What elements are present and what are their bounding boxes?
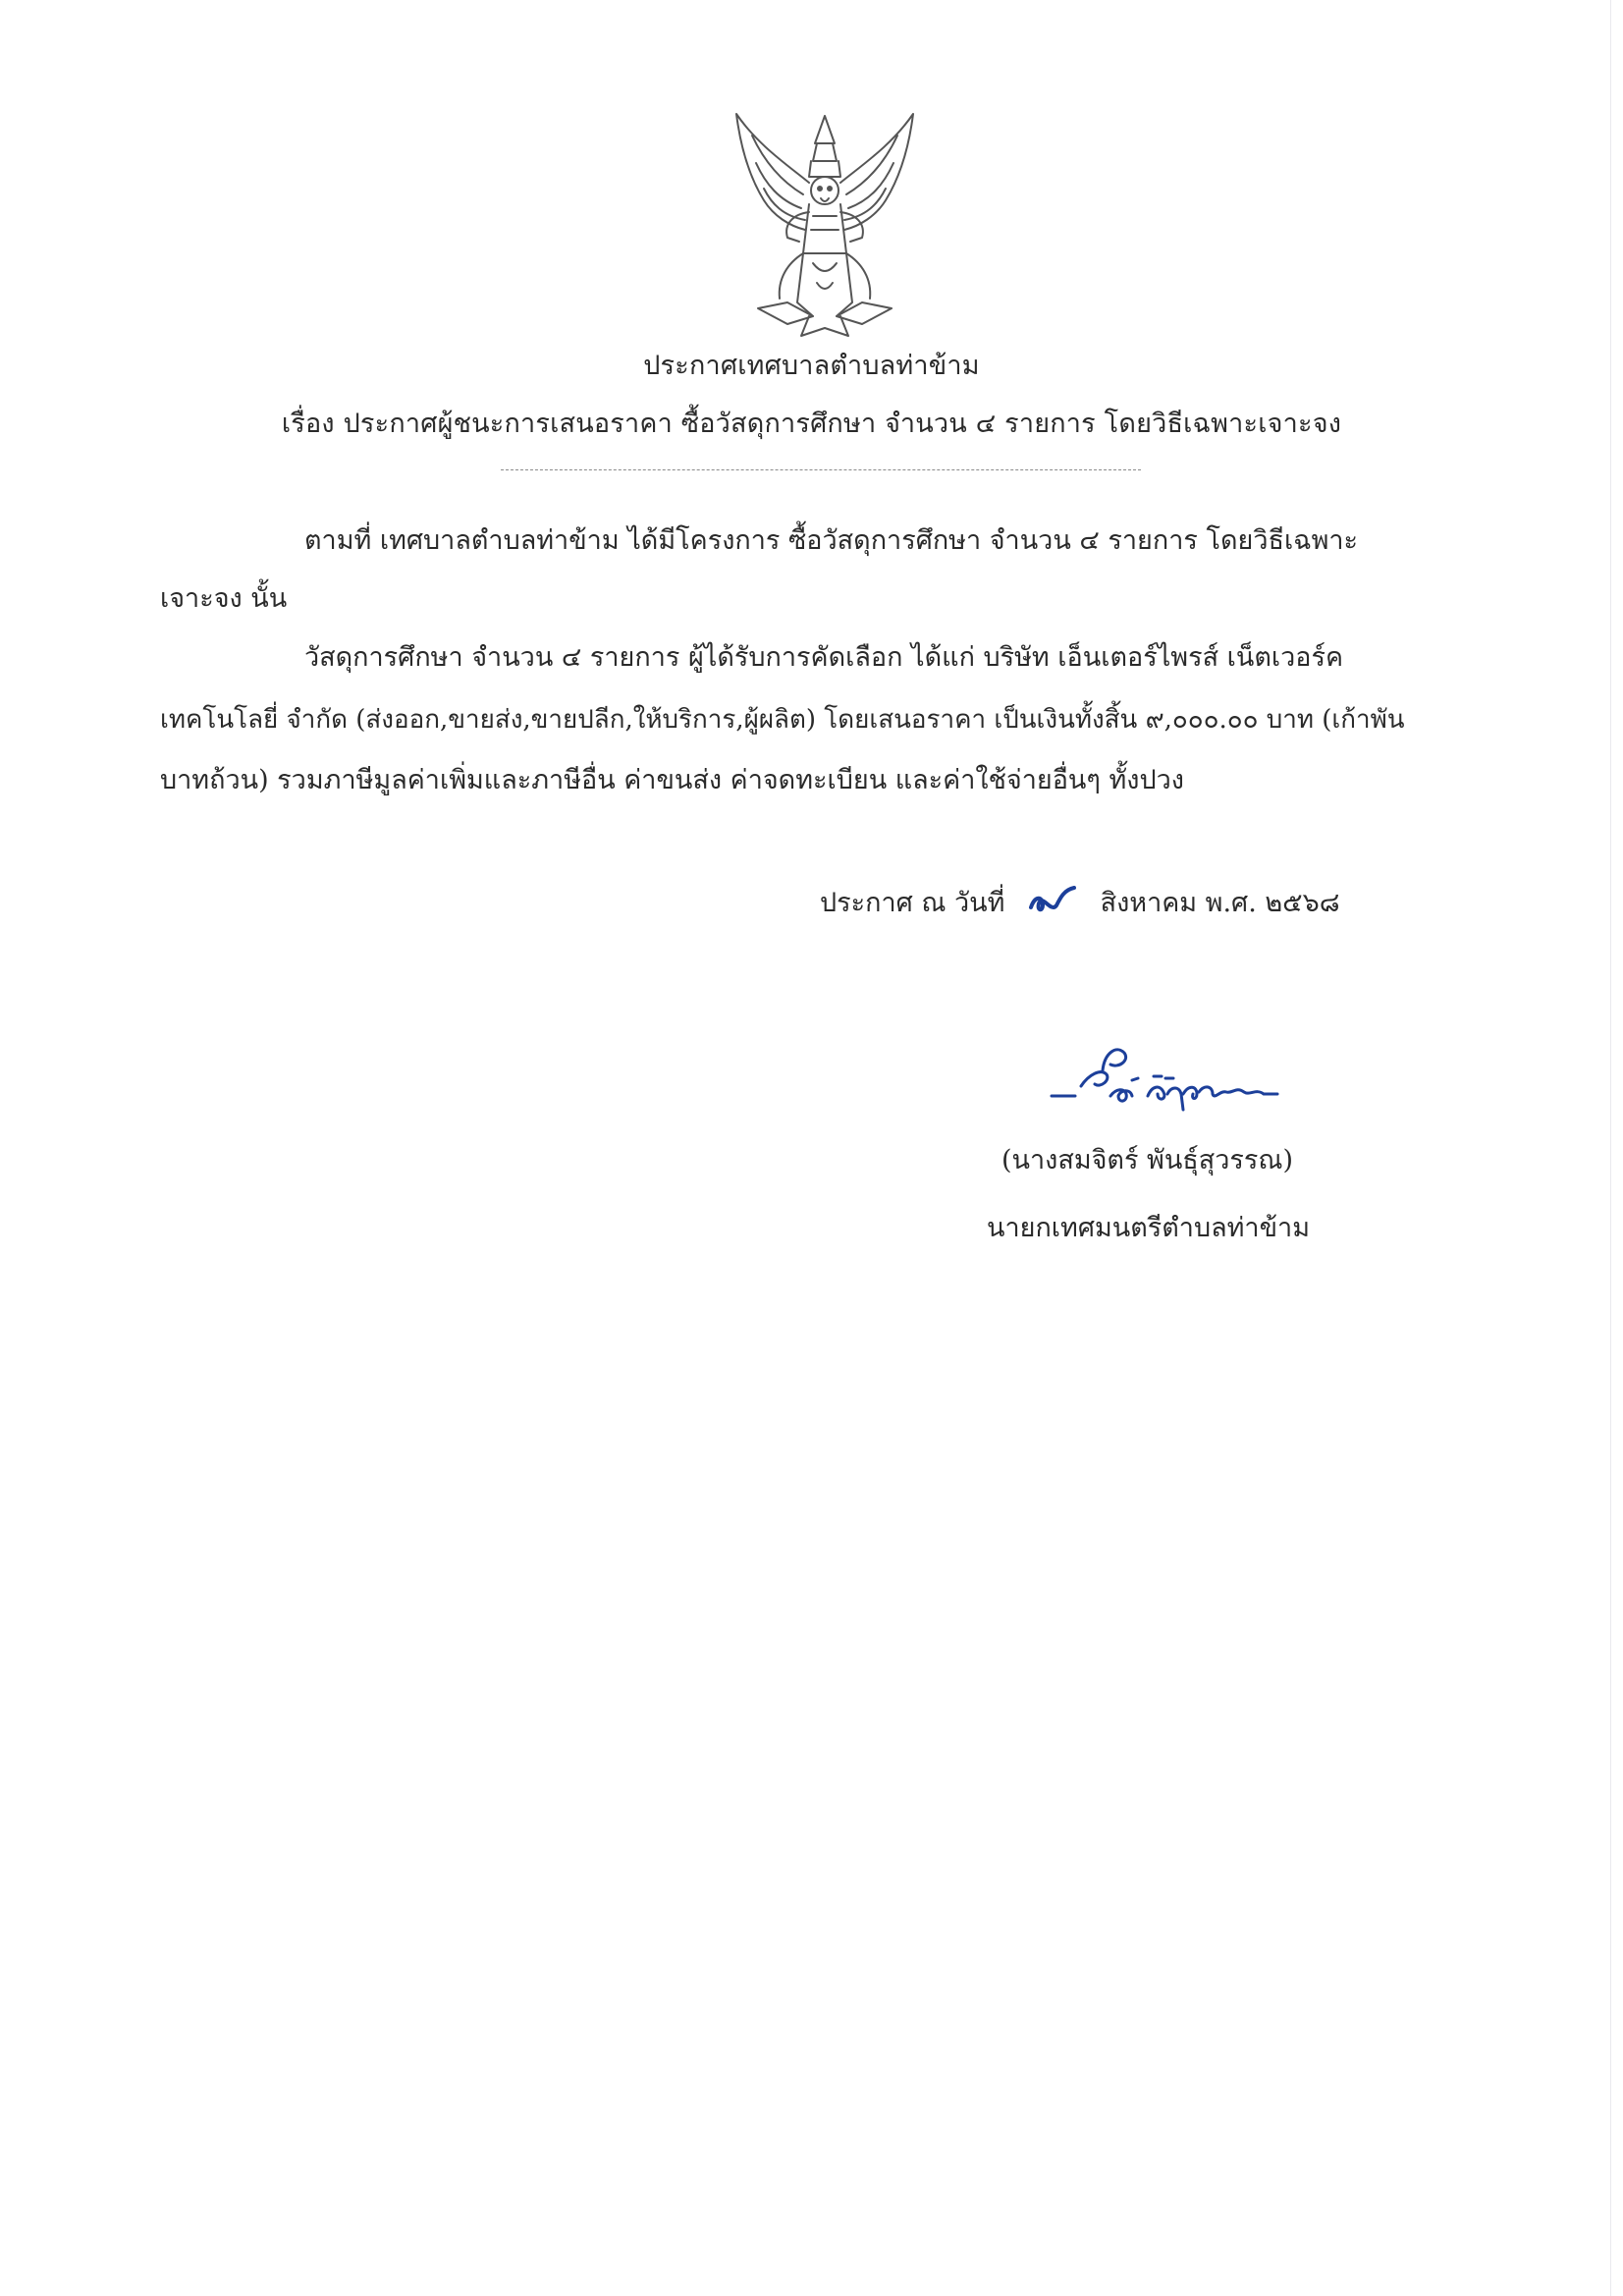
paragraph2-line2: เทคโนโลยี่ จำกัด (ส่งออก,ขายส่ง,ขายปลีก,ให้บริการ,ผู้ผลิต) โดยเสนอราคา เป็นเงินทั้งสิ้น ๙,๐๐๐.๐๐ บาท (เก้าพัน xyxy=(160,705,1405,735)
date-month-year: สิงหาคม พ.ศ. ๒๕๖๘ xyxy=(1100,888,1340,918)
paragraph1-line2: เจาะจง นั้น xyxy=(160,583,288,614)
announcement-subject: เรื่อง ประกาศผู้ชนะการเสนอราคา ซื้อวัสดุการศึกษา จำนวน ๔ รายการ โดยวิธีเฉพาะเจาะจง xyxy=(281,409,1342,439)
paragraph2-line3: บาทถ้วน) รวมภาษีมูลค่าเพิ่มและภาษีอื่น ค่าขนส่ง ค่าจดทะเบียน และค่าใช้จ่ายอื่นๆ ทั้งปวง xyxy=(160,765,1184,795)
announcement-date xyxy=(820,881,1340,923)
announcement-title: ประกาศเทศบาลตำบลท่าข้าม xyxy=(643,351,980,381)
signer-name: (นางสมจิตร์ พันธุ์สุวรรณ) xyxy=(1001,1145,1294,1175)
paragraph1-line1: ตามที่ เทศบาลตำบลท่าข้าม ได้มีโครงการ ซื้อวัสดุการศึกษา จำนวน ๔ รายการ โดยวิธีเฉพาะ xyxy=(304,525,1359,556)
separator-line xyxy=(501,469,1141,470)
garuda-emblem-icon xyxy=(719,106,931,340)
handwritten-day xyxy=(1027,882,1078,921)
handwritten-signature-icon xyxy=(1046,1035,1286,1125)
paragraph2-line1: วัสดุการศึกษา จำนวน ๔ รายการ ผู้ได้รับการคัดเลือก ได้แก่ บริษัท เอ็นเตอร์ไพรส์ เน็ตเวอร์ค xyxy=(304,642,1344,673)
date-prefix: ประกาศ ณ วันที่ xyxy=(820,888,1005,918)
signer-position: นายกเทศมนตรีตำบลท่าข้าม xyxy=(987,1213,1310,1243)
